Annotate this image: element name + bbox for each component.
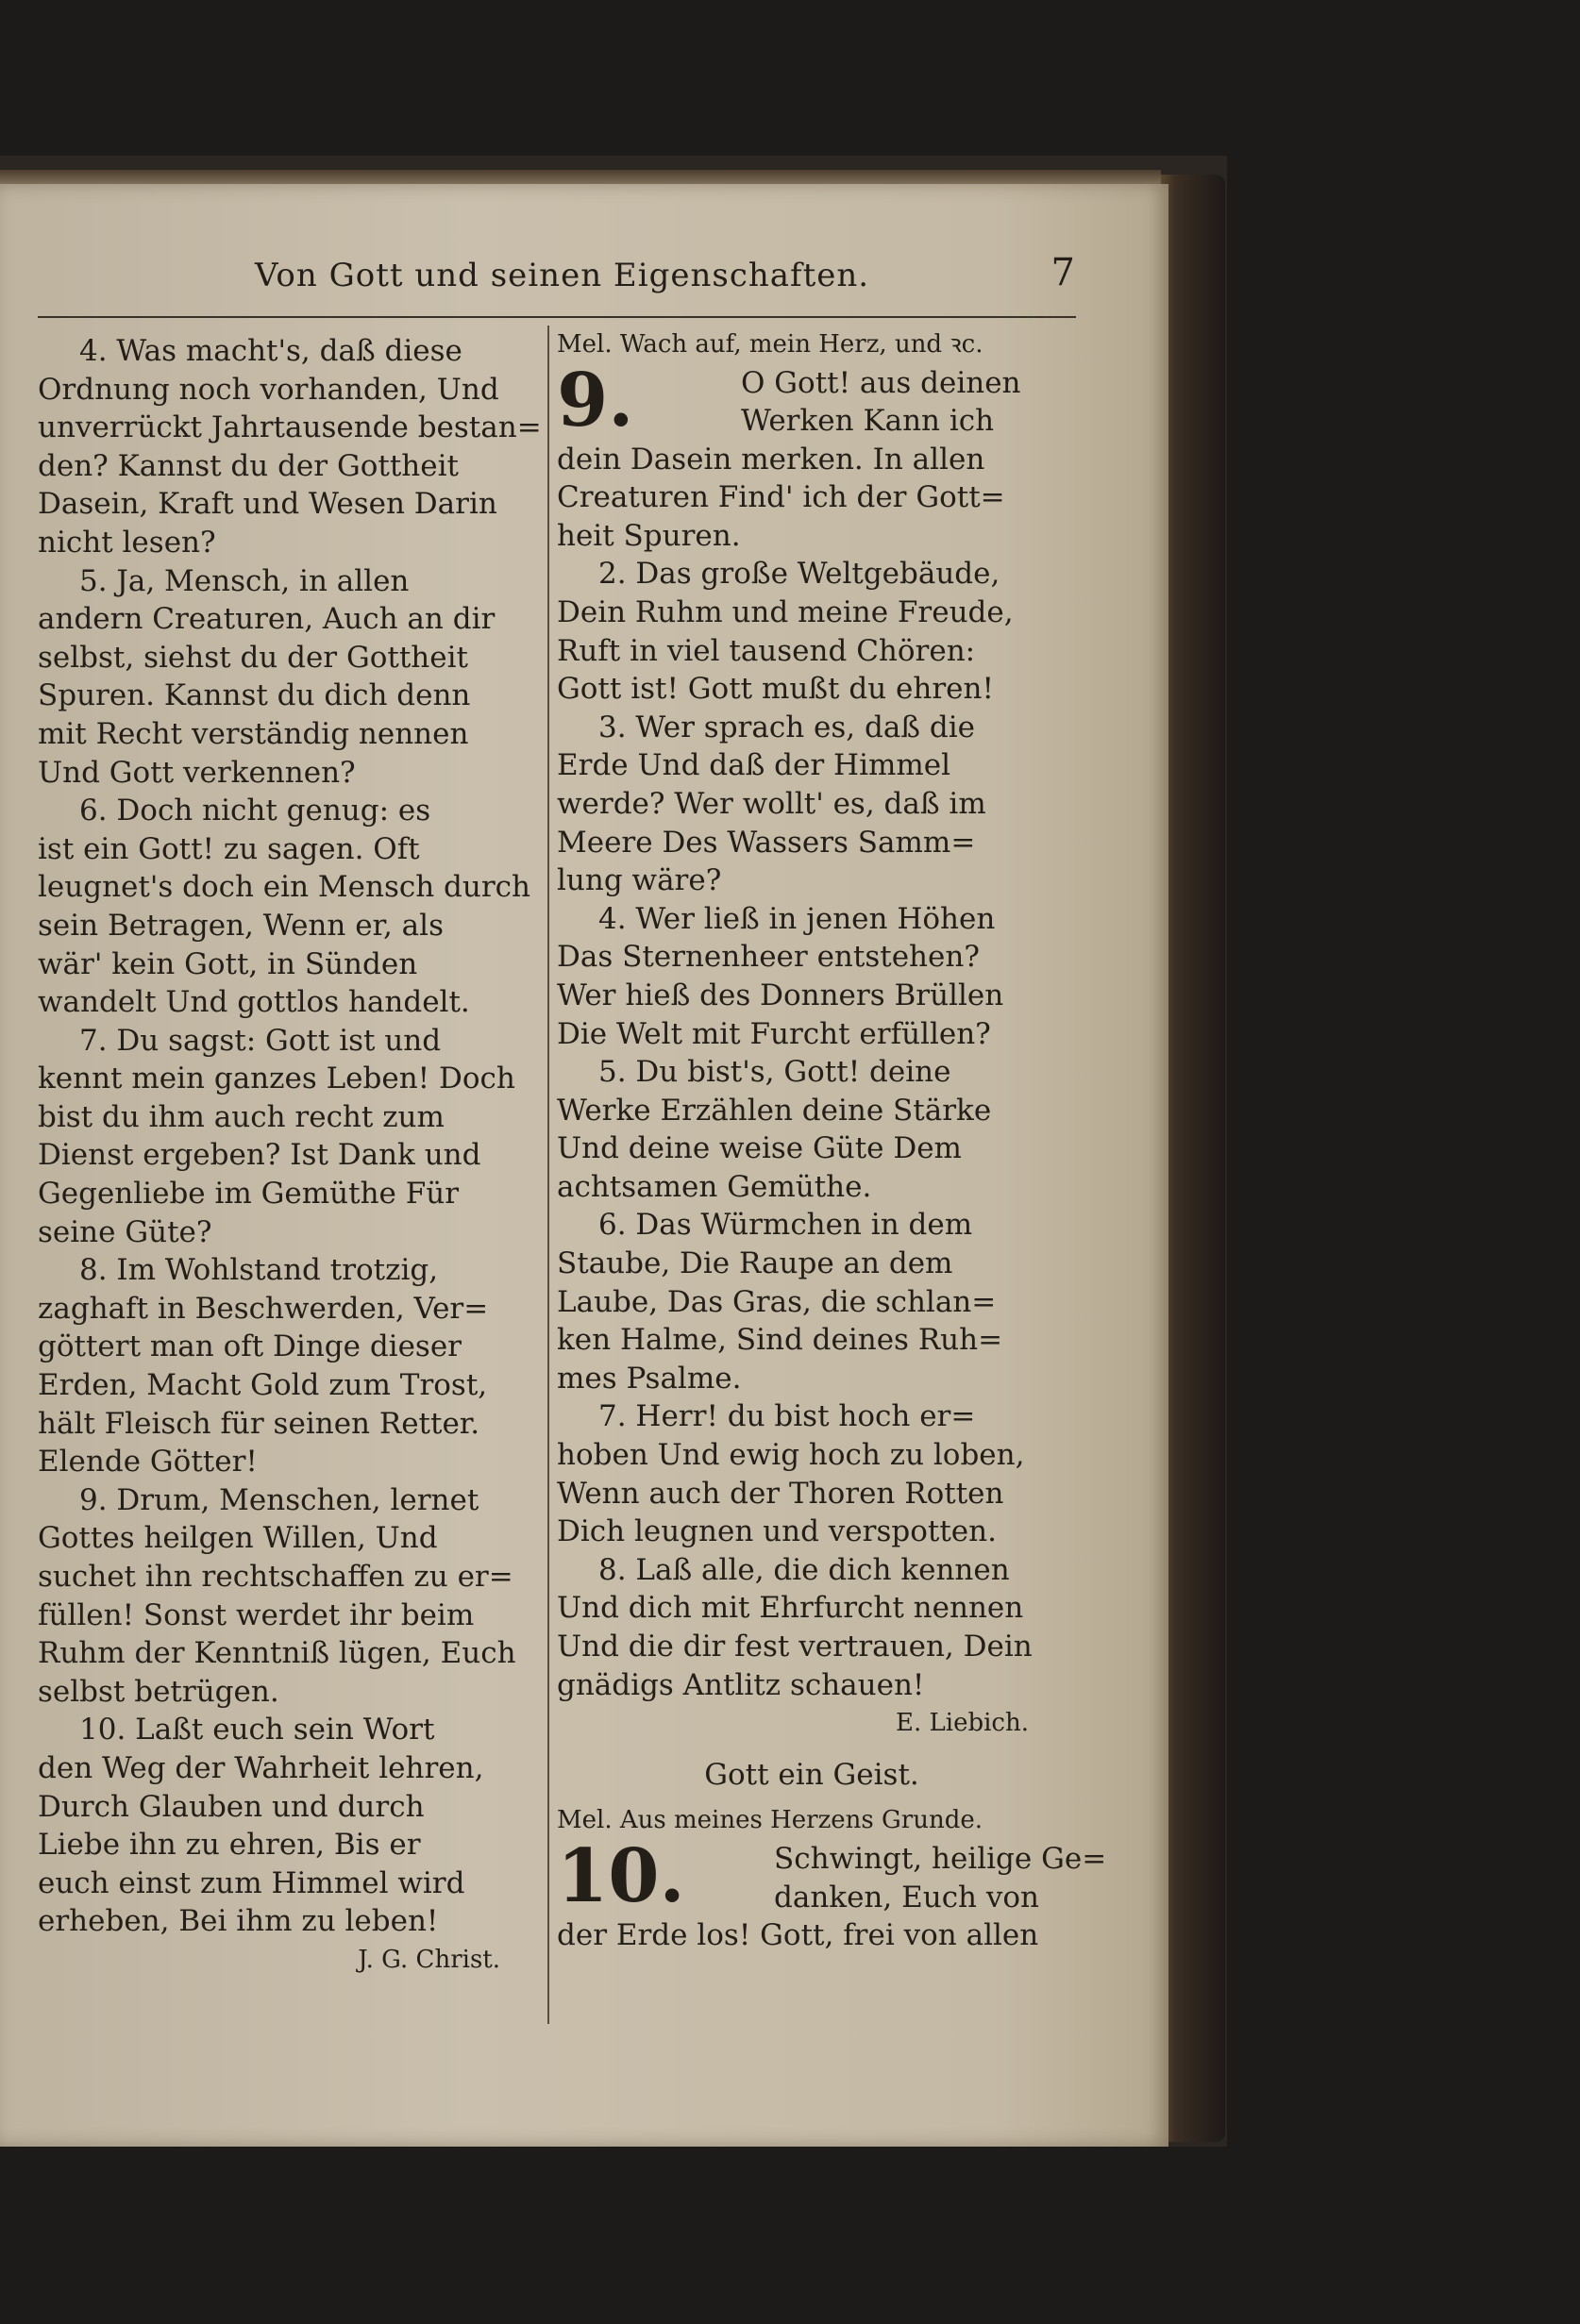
text-line: der Erde los! Gott, frei von allen [557, 1917, 1039, 1952]
text-line: 7. Herr! du bist hoch er= [598, 1399, 976, 1434]
melody-line: Mel. Wach auf, mein Herz, und ꝛc. [557, 330, 983, 359]
text-line: danken, Euch von [774, 1880, 1040, 1914]
hymn-10-opening [557, 1832, 1107, 1919]
text-line: hält Fleisch für seinen Retter. [38, 1406, 480, 1441]
text-line: ist ein Gott! zu sagen. Oft [38, 831, 420, 866]
text-line: Creaturen Find' ich der Gott= [557, 480, 1005, 515]
text-line: Und Gott verkennen? [38, 755, 356, 790]
text-line: wär' kein Gott, in Sünden [38, 946, 418, 981]
hymn-9-body [557, 441, 1067, 1705]
text-line: den? Kannst du der Gottheit [38, 448, 459, 483]
column-divider [547, 326, 549, 2024]
text-line: O Gott! aus deinen [741, 365, 1021, 400]
text-line: gnädigs Antlitz schauen! [557, 1667, 925, 1702]
text-line: zaghaft in Beschwerden, Ver= [38, 1291, 489, 1326]
text-line: Dein Ruhm und meine Freude, [557, 594, 1014, 629]
text-line: Die Welt mit Furcht erfüllen? [557, 1016, 991, 1051]
header-rule [38, 316, 1076, 318]
text-line: achtsamen Gemüthe. [557, 1169, 872, 1204]
running-header [255, 251, 1076, 304]
text-line: mes Psalme. [557, 1361, 742, 1396]
header-title: Von Gott und seinen Eigenschaften. [255, 257, 870, 294]
text-line: erheben, Bei ihm zu leben! [38, 1904, 439, 1939]
text-line: Elende Götter! [38, 1445, 258, 1480]
text-line: Und dich mit Ehrfurcht nennen [557, 1591, 1024, 1626]
text-line: Ruhm der Kenntniß lügen, Euch [38, 1636, 516, 1671]
text-line: selbst betrügen. [38, 1674, 279, 1709]
text-line: 2. Das große Weltgebäude, [598, 557, 1000, 592]
text-line: ken Halme, Sind deines Ruh= [557, 1323, 1003, 1358]
text-line: 5. Du bist's, Gott! deine [598, 1055, 951, 1090]
text-line: Werke Erzählen deine Stärke [557, 1093, 992, 1128]
text-line: Dich leugnen und verspotten. [557, 1514, 997, 1549]
text-line: Durch Glauben und durch [38, 1789, 425, 1824]
text-line: Erden, Macht Gold zum Trost, [38, 1368, 488, 1403]
text-line: leugnet's doch ein Mensch durch [38, 870, 530, 905]
text-line: Meere Des Wassers Samm= [557, 825, 976, 860]
text-line: wandelt Und gottlos handelt. [38, 985, 470, 1020]
text-line: euch einst zum Himmel wird [38, 1865, 465, 1900]
left-column [38, 332, 542, 1980]
text-line: Gott ist! Gott mußt du ehren! [557, 672, 994, 707]
author-credit: E. Liebich. [895, 1709, 1029, 1738]
text-line: 9. Drum, Menschen, lernet [79, 1482, 479, 1517]
text-line: 5. Ja, Mensch, in allen [79, 563, 410, 598]
text-line: Ordnung noch vorhanden, Und [38, 372, 499, 407]
text-line: 7. Du sagst: Gott ist und [79, 1023, 442, 1058]
text-line: Und die dir fest vertrauen, Dein [557, 1630, 1033, 1664]
text-line: seine Güte? [38, 1214, 212, 1249]
text-line: 4. Wer ließ in jenen Höhen [598, 901, 996, 936]
text-line: 8. Laß alle, die dich kennen [598, 1552, 1010, 1587]
text-line: unverrückt Jahrtausende bestan= [38, 410, 542, 445]
text-line: suchet ihn rechtschaffen zu er= [38, 1560, 513, 1594]
text-line: Laube, Das Gras, die schlan= [557, 1284, 997, 1319]
text-line: hoben Und ewig hoch zu loben, [557, 1438, 1025, 1473]
text-line: kennt mein ganzes Leben! Doch [38, 1062, 515, 1096]
text-line: den Weg der Wahrheit lehren, [38, 1750, 484, 1785]
text-line: füllen! Sonst werdet ihr beim [38, 1597, 475, 1632]
text-line: Ruft in viel tausend Chören: [557, 633, 976, 668]
hymn-10-first-lines [774, 1840, 1107, 1916]
text-line: Wenn auch der Thoren Rotten [557, 1476, 1004, 1511]
text-line: 3. Wer sprach es, daß die [598, 710, 975, 744]
text-line: mit Recht verständig nennen [38, 716, 469, 751]
text-line: 6. Das Würmchen in dem [598, 1208, 973, 1243]
text-line: Gottes heilgen Willen, Und [38, 1521, 438, 1556]
melody-line: Mel. Aus meines Herzens Grunde. [557, 1806, 983, 1835]
text-line: Dasein, Kraft und Wesen Darin [38, 487, 497, 522]
text-line: 4. Was macht's, daß diese [79, 334, 462, 368]
hymn-number: 10. [557, 1832, 685, 1919]
hymn-number: 9. [557, 357, 634, 443]
hymn-9-opening [557, 357, 1067, 443]
text-line: Gegenliebe im Gemüthe Für [38, 1177, 460, 1212]
text-line: 10. Laßt euch sein Wort [79, 1713, 435, 1747]
text-line: Schwingt, heilige Ge= [774, 1841, 1107, 1876]
text-line: göttert man oft Dinge dieser [38, 1329, 462, 1364]
text-line: werde? Wer wollt' es, daß im [557, 786, 986, 821]
text-line: 6. Doch nicht genug: es [79, 794, 431, 828]
text-line: sein Betragen, Wenn er, als [38, 908, 444, 943]
text-line: Das Sternenheer entstehen? [557, 940, 980, 975]
text-line: nicht lesen? [38, 525, 216, 560]
text-line: Werken Kann ich [741, 404, 995, 439]
text-line: selbst, siehst du der Gottheit [38, 640, 468, 675]
text-line: heit Spuren. [557, 518, 741, 553]
text-line: andern Creaturen, Auch an dir [38, 602, 496, 637]
text-line: 8. Im Wohlstand trotzig, [79, 1253, 439, 1288]
text-line: dein Dasein merken. In allen [557, 442, 985, 477]
page-number: 7 [1051, 251, 1076, 294]
text-line: Und deine weise Güte Dem [557, 1131, 962, 1166]
text-line: Staube, Die Raupe an dem [557, 1246, 953, 1281]
right-column [557, 326, 1107, 1955]
text-line: lung wäre? [557, 863, 722, 898]
text-line: Liebe ihn zu ehren, Bis er [38, 1828, 421, 1863]
text-line: bist du ihm auch recht zum [38, 1099, 445, 1134]
text-line: Wer hieß des Donners Brüllen [557, 978, 1004, 1012]
author-credit: J. G. Christ. [358, 1945, 500, 1974]
text-line: Dienst ergeben? Ist Dank und [38, 1138, 481, 1173]
text-line: Spuren. Kannst du dich denn [38, 678, 471, 713]
text-line: Erde Und daß der Himmel [557, 748, 951, 783]
hymn-9-first-lines [741, 364, 1067, 441]
section-title: Gott ein Geist. [704, 1757, 919, 1792]
